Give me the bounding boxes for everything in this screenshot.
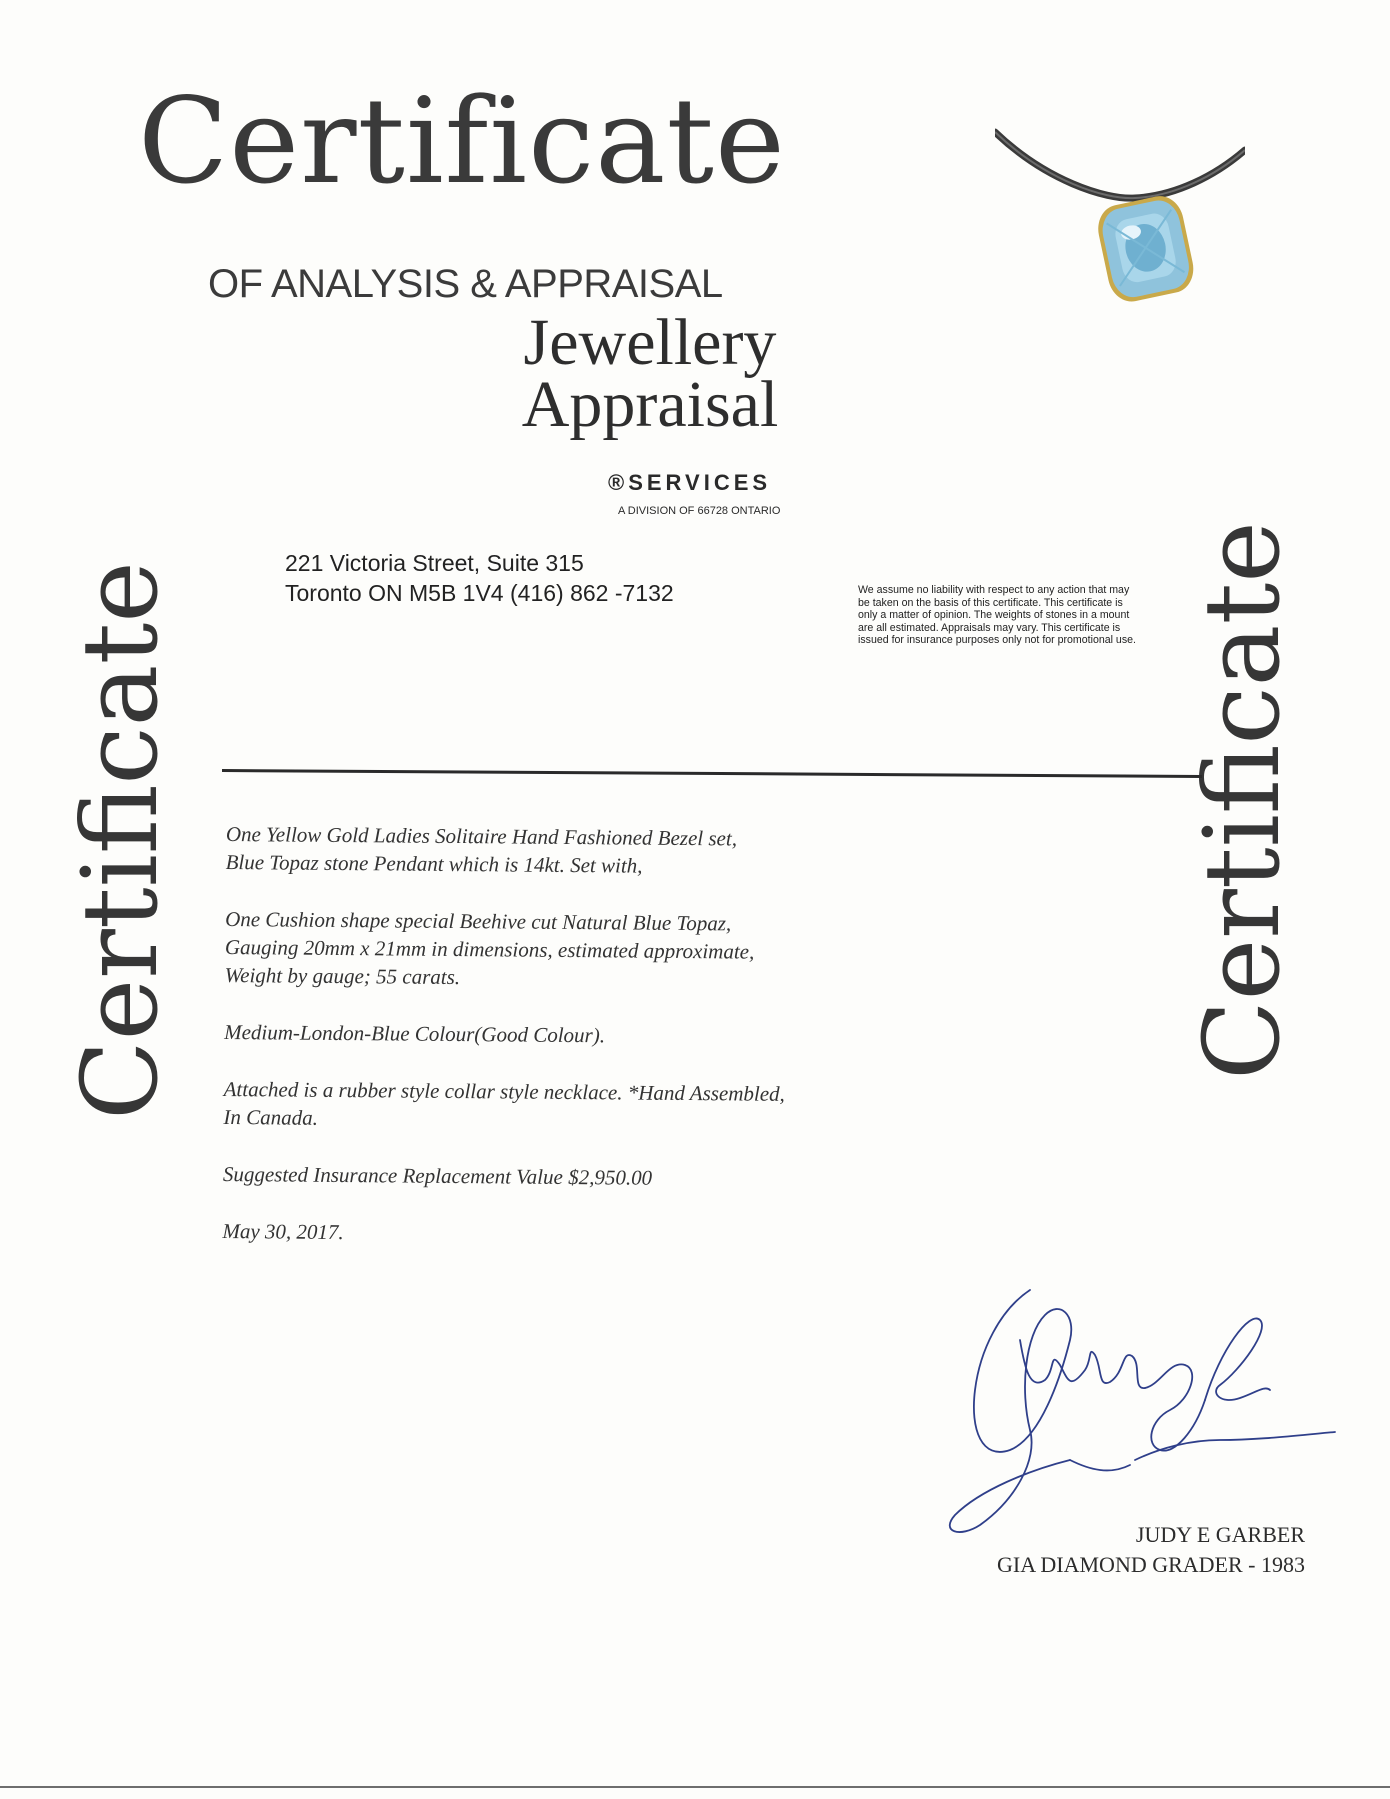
section-divider — [222, 769, 1202, 778]
brand-services: ®SERVICES — [608, 470, 772, 495]
appraisal-description — [222, 820, 1006, 1281]
appraisal-date: May 30, 2017. — [222, 1218, 344, 1245]
pendant-photo — [995, 120, 1245, 320]
item-line-1: One Yellow Gold Ladies Solitaire Hand Fashioned Bezel set, — [225, 821, 738, 851]
item-line-2: Blue Topaz stone Pendant which is 14kt. Set with, — [225, 849, 643, 878]
colour-grade: Medium-London-Blue Colour(Good Colour). — [224, 1019, 606, 1048]
liability-disclaimer: We assume no liability with respect to any action that may be taken on the basis of this certificate. This certificate is only a matter of opinion. The weights of stones in a mount are all estimated. Appraisals may vary. This certificate is issued for insurance purposes only not for promotional use. — [858, 584, 1136, 647]
certificate-title: Certificate — [138, 72, 786, 210]
side-title-right: Certificate — [1181, 521, 1303, 1080]
stone-line-3: Weight by gauge; 55 carats. — [224, 962, 461, 990]
brand-line-jewellery: Jewellery — [523, 306, 777, 379]
address-line-street: 221 Victoria Street, Suite 315 — [285, 550, 584, 576]
brand-line-appraisal: Appraisal — [521, 368, 779, 441]
scan-bottom-edge — [0, 1786, 1390, 1788]
replacement-value: Suggested Insurance Replacement Value $2,950.00 — [222, 1161, 653, 1190]
certificate-subtitle: OF ANALYSIS & APPRAISAL — [208, 262, 723, 306]
stone-line-1: One Cushion shape special Beehive cut Natural Blue Topaz, — [225, 906, 732, 936]
necklace-line-2: In Canada. — [223, 1104, 319, 1130]
signer-credential: GIA DIAMOND GRADER - 1983 — [997, 1552, 1305, 1577]
address-line-city-phone: Toronto ON M5B 1V4 (416) 862 -7132 — [285, 580, 674, 606]
brand-division: A DIVISION OF 66728 ONTARIO — [618, 505, 781, 517]
address-block — [285, 548, 674, 608]
brand-logo — [470, 306, 830, 441]
necklace-line-1: Attached is a rubber style collar style necklace. *Hand Assembled, — [223, 1076, 785, 1106]
stone-description — [225, 905, 1006, 996]
side-title-left: Certificate — [59, 561, 181, 1120]
item-description — [226, 820, 1006, 883]
signer-name: JUDY E GARBER — [1135, 1522, 1305, 1547]
necklace-description — [223, 1075, 1003, 1138]
stone-line-2: Gauging 20mm x 21mm in dimensions, estimated approximate, — [224, 934, 755, 964]
signer-block — [920, 1520, 1305, 1580]
